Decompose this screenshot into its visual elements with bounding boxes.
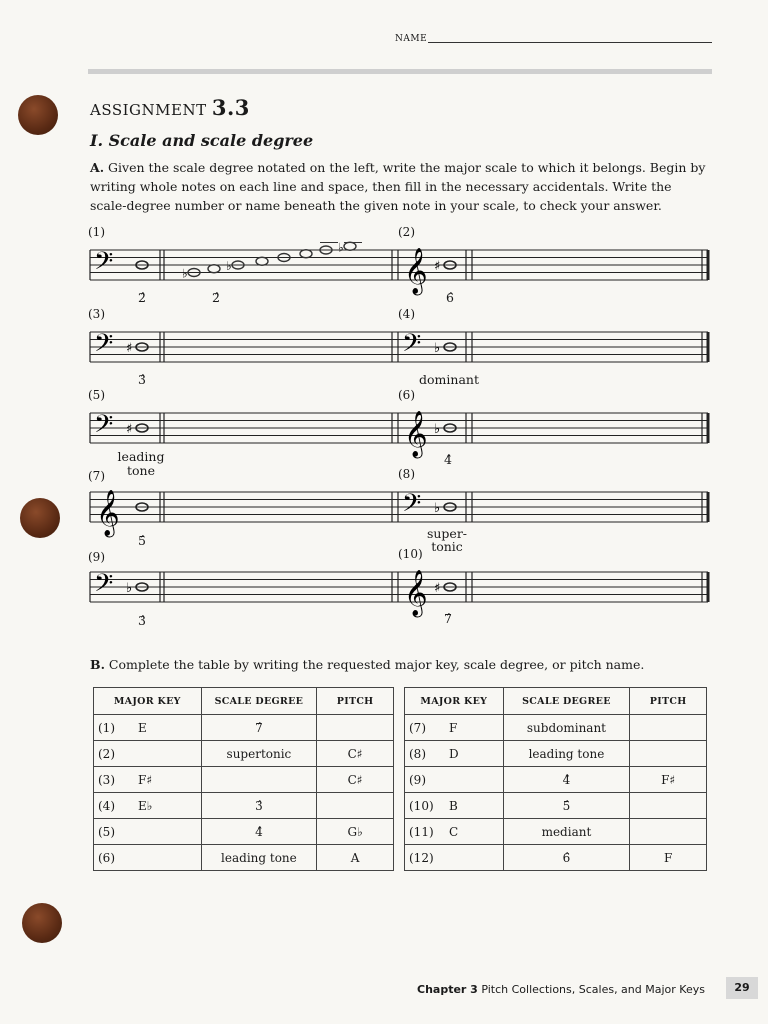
name-field[interactable] bbox=[428, 42, 712, 43]
pitch-cell[interactable] bbox=[317, 793, 394, 819]
binder-hole bbox=[18, 95, 58, 135]
accidental: ♭ bbox=[434, 501, 441, 516]
pitch-cell[interactable] bbox=[630, 715, 707, 741]
row-number: (12) bbox=[409, 850, 434, 865]
table-row bbox=[405, 819, 707, 845]
scale-degree: leading tone bbox=[117, 449, 165, 478]
name-label: NAME bbox=[395, 34, 428, 44]
treble-clef-icon: 𝄞 bbox=[96, 490, 120, 536]
major-key-value: E♭ bbox=[138, 798, 153, 813]
handwritten-note bbox=[344, 242, 356, 250]
bass-clef-icon: 𝄢 bbox=[94, 247, 114, 282]
part-b-label: B. bbox=[90, 657, 105, 672]
exercise-label: (10) bbox=[398, 547, 423, 561]
handwritten-degree: 2̂ bbox=[212, 290, 220, 305]
major-key-cell[interactable] bbox=[405, 819, 504, 845]
part-a-text: Given the scale degree notated on the left, write the major scale to which it belongs. Begin by writing whole notes on each line and space, then fill in the necessary accidentals. Write the scale-degree number or name beneath the given note in your scale, to check your answer. bbox=[90, 160, 706, 213]
treble-clef-icon: 𝄞 bbox=[404, 570, 428, 616]
major-key-cell[interactable] bbox=[405, 793, 504, 819]
bass-clef-icon: 𝄢 bbox=[94, 569, 114, 604]
scale-degree-cell[interactable]: 5̂ bbox=[503, 793, 630, 819]
accidental: ♯ bbox=[434, 259, 441, 274]
handwritten-flat: ♭ bbox=[338, 240, 344, 255]
major-key-cell[interactable] bbox=[94, 767, 202, 793]
part-a-instructions bbox=[90, 158, 710, 215]
col-header-major-key: MAJOR KEY bbox=[94, 688, 202, 715]
accidental: ♭ bbox=[434, 341, 441, 356]
major-key-value: B bbox=[449, 798, 458, 813]
bass-clef-icon: 𝄢 bbox=[402, 489, 422, 524]
scale-degree-cell[interactable] bbox=[201, 767, 317, 793]
accidental: ♭ bbox=[434, 422, 441, 437]
assignment-title bbox=[90, 95, 250, 120]
row-number: (1) bbox=[98, 720, 115, 735]
row-number: (4) bbox=[98, 798, 115, 813]
table-row bbox=[94, 741, 394, 767]
binder-hole bbox=[22, 903, 62, 943]
row-number: (11) bbox=[409, 824, 434, 839]
major-key-cell[interactable] bbox=[94, 845, 202, 871]
bass-clef-icon: 𝄢 bbox=[94, 329, 114, 364]
part-a-label: A. bbox=[90, 160, 105, 175]
scale-degree-cell[interactable]: 4̂ bbox=[201, 819, 317, 845]
scale-degree-cell[interactable]: 7̂ bbox=[201, 715, 317, 741]
scale-degree-cell[interactable]: leading tone bbox=[503, 741, 630, 767]
major-key-value: F♯ bbox=[138, 772, 153, 787]
table-row bbox=[94, 767, 394, 793]
handwritten-flat: ♭ bbox=[226, 259, 232, 273]
chapter-label: Chapter 3 bbox=[417, 983, 478, 996]
bass-clef-icon: 𝄢 bbox=[94, 410, 114, 445]
row-number: (3) bbox=[98, 772, 115, 787]
col-header-scale-degree: SCALE DEGREE bbox=[503, 688, 630, 715]
scale-degree-cell[interactable]: supertonic bbox=[201, 741, 317, 767]
assignment-word: ASSIGNMENT bbox=[90, 101, 207, 119]
col-header-major-key: MAJOR KEY bbox=[405, 688, 504, 715]
scale-degree: 3̂ bbox=[138, 372, 146, 387]
pitch-cell[interactable]: C♯ bbox=[317, 741, 394, 767]
accidental: ♯ bbox=[126, 341, 133, 356]
exercise-label: (3) bbox=[88, 307, 105, 321]
table-row bbox=[405, 767, 707, 793]
major-key-cell[interactable] bbox=[94, 715, 202, 741]
scale-degree-cell[interactable]: subdominant bbox=[503, 715, 630, 741]
row-number: (8) bbox=[409, 746, 426, 761]
staff-drawing[interactable] bbox=[84, 222, 724, 632]
pitch-cell[interactable]: G♭ bbox=[317, 819, 394, 845]
scale-degree: 6̂ bbox=[446, 290, 454, 305]
pitch-cell[interactable]: A bbox=[317, 845, 394, 871]
table-row bbox=[405, 793, 707, 819]
table-row bbox=[94, 845, 394, 871]
row-number: (2) bbox=[98, 746, 115, 761]
handwritten-flat: ♭ bbox=[182, 266, 188, 281]
row-number: (9) bbox=[409, 772, 426, 787]
exercise-label: (8) bbox=[398, 467, 415, 481]
exercise-label: (6) bbox=[398, 388, 415, 402]
page-footer bbox=[417, 983, 705, 996]
scale-degree-cell[interactable]: leading tone bbox=[201, 845, 317, 871]
treble-clef-icon: 𝄞 bbox=[404, 411, 428, 457]
major-key-value: D bbox=[449, 746, 459, 761]
major-key-cell[interactable] bbox=[405, 767, 504, 793]
assignment-number: 3.3 bbox=[211, 95, 250, 120]
accidental: ♯ bbox=[126, 422, 133, 437]
header-divider bbox=[88, 69, 712, 74]
row-number: (7) bbox=[409, 720, 426, 735]
pitch-cell[interactable] bbox=[317, 715, 394, 741]
table-row bbox=[405, 845, 707, 871]
exercise-label: (9) bbox=[88, 550, 105, 564]
pitch-cell[interactable]: F♯ bbox=[630, 767, 707, 793]
table-row bbox=[94, 793, 394, 819]
row-number: (6) bbox=[98, 850, 115, 865]
table-left bbox=[93, 687, 394, 871]
treble-clef-icon: 𝄞 bbox=[404, 248, 428, 294]
scale-degree: 4̂ bbox=[444, 452, 452, 467]
staff-exercises bbox=[84, 222, 724, 632]
table-right bbox=[404, 687, 707, 871]
major-key-cell[interactable] bbox=[405, 845, 504, 871]
col-header-pitch: PITCH bbox=[317, 688, 394, 715]
scale-degree: 5̂ bbox=[138, 533, 146, 548]
part-b-text: Complete the table by writing the requested major key, scale degree, or pitch name. bbox=[108, 657, 645, 672]
exercise-label: (4) bbox=[398, 307, 415, 321]
major-key-cell[interactable] bbox=[94, 741, 202, 767]
major-key-cell[interactable] bbox=[94, 793, 202, 819]
exercise-label: (1) bbox=[88, 225, 105, 239]
major-key-cell[interactable] bbox=[405, 741, 504, 767]
pitch-cell[interactable] bbox=[630, 819, 707, 845]
exercise-label: (7) bbox=[88, 469, 105, 483]
major-key-value: E bbox=[138, 720, 147, 735]
major-key-cell[interactable] bbox=[405, 715, 504, 741]
col-header-pitch: PITCH bbox=[630, 688, 707, 715]
binder-hole bbox=[20, 498, 60, 538]
accidental: ♭ bbox=[126, 581, 133, 596]
pitch-cell[interactable]: C♯ bbox=[317, 767, 394, 793]
page-number: 29 bbox=[726, 977, 758, 999]
part-b-instructions bbox=[90, 655, 710, 674]
pitch-cell[interactable]: F bbox=[630, 845, 707, 871]
table-row bbox=[94, 819, 394, 845]
scale-degree-cell[interactable]: 6̂ bbox=[503, 845, 630, 871]
chapter-title: Pitch Collections, Scales, and Major Keys bbox=[481, 983, 705, 996]
table-row bbox=[94, 715, 394, 741]
bass-clef-icon: 𝄢 bbox=[402, 329, 422, 364]
major-key-value: C bbox=[449, 824, 459, 839]
major-key-value: F bbox=[449, 720, 458, 735]
handwritten-note bbox=[208, 265, 220, 273]
scale-degree: 7̂ bbox=[444, 611, 452, 626]
pitch-cell[interactable] bbox=[630, 793, 707, 819]
scale-degree: super-tonic bbox=[426, 526, 468, 554]
scale-degree-cell[interactable]: mediant bbox=[503, 819, 630, 845]
col-header-scale-degree: SCALE DEGREE bbox=[201, 688, 317, 715]
exercise-label: (2) bbox=[398, 225, 415, 239]
pitch-cell[interactable] bbox=[630, 741, 707, 767]
section-title: I. Scale and scale degree bbox=[90, 131, 314, 150]
handwritten-note bbox=[256, 257, 268, 265]
major-key-cell[interactable] bbox=[94, 819, 202, 845]
scale-degree: 2̂ bbox=[138, 290, 146, 305]
scale-degree: 3̂ bbox=[138, 613, 146, 628]
table-row bbox=[405, 715, 707, 741]
table-row bbox=[405, 741, 707, 767]
row-number: (10) bbox=[409, 798, 434, 813]
exercise-label: (5) bbox=[88, 388, 105, 402]
handwritten-note bbox=[300, 250, 312, 258]
accidental: ♯ bbox=[434, 581, 441, 596]
row-number: (5) bbox=[98, 824, 115, 839]
scale-degree-cell[interactable]: 3̂ bbox=[201, 793, 317, 819]
scale-degree: dominant bbox=[419, 372, 479, 387]
scale-degree-cell[interactable]: 4̂ bbox=[503, 767, 630, 793]
